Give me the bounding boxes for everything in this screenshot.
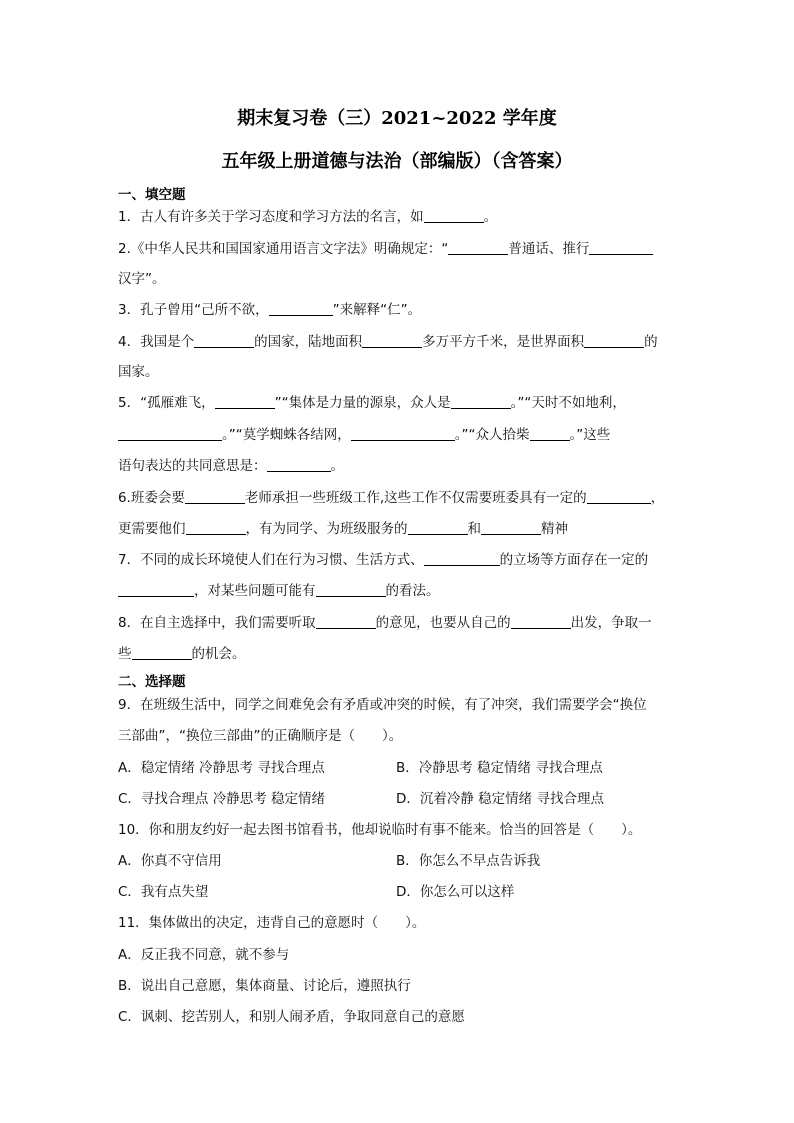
question-10: 10．你和朋友约好一起去图书馆看书，他却说临时有事不能来。恰当的回答是（ ）。 — [118, 822, 642, 838]
answer-blank[interactable] — [118, 426, 222, 441]
answer-blank[interactable] — [589, 240, 653, 255]
q9-option-b[interactable]: B．冷静思考 稳定情绪 寻找合理点 — [396, 760, 603, 776]
question-2-cont: 汉字”。 — [118, 271, 166, 287]
q10-option-d[interactable]: D．你怎么可以这样 — [396, 884, 515, 900]
answer-blank[interactable] — [451, 394, 511, 409]
question-5: 5．“孤雁难飞， ”“集体是力量的源泉，众人是 。”“天时不如地利， — [118, 395, 626, 411]
q11-option-c[interactable]: C．讽刺、挖苦别人，和别人闹矛盾，争取同意自己的意愿 — [118, 1009, 465, 1025]
q10-option-c[interactable]: C．我有点失望 — [118, 884, 209, 900]
exam-title: 期末复习卷（三）2021~2022 学年度 — [237, 108, 557, 129]
answer-blank[interactable] — [424, 551, 500, 566]
answer-blank[interactable] — [269, 301, 333, 316]
question-8-cont: 些 的机会。 — [118, 646, 246, 662]
q9-option-c[interactable]: C．寻找合理点 冷静思考 稳定情绪 — [118, 791, 326, 807]
q11-option-b[interactable]: B．说出自己意愿，集体商量、讨论后，遵照执行 — [118, 978, 411, 994]
q11-option-a[interactable]: A．反正我不同意，就不参与 — [118, 947, 290, 963]
answer-blank[interactable] — [408, 520, 468, 535]
question-2: 2.《中华人民共和国国家通用语言文字法》明确规定：“ 普通话、推行 — [118, 240, 653, 258]
question-8: 8．在自主选择中，我们需要听取 的意见，也要从自己的 出发，争取一 — [118, 615, 652, 631]
answer-blank[interactable] — [424, 208, 484, 223]
answer-blank[interactable] — [587, 489, 651, 504]
answer-blank[interactable] — [351, 426, 455, 441]
question-6: 6.班委会要 老师承担一些班级工作,这些工作不仅需要班委具有一定的 ， — [118, 490, 665, 506]
answer-blank[interactable] — [186, 520, 246, 535]
answer-blank[interactable] — [185, 489, 245, 504]
exam-subtitle: 五年级上册道德与法治（部编版）（含答案） — [221, 151, 573, 172]
section-fill-heading: 一、填空题 — [118, 187, 186, 203]
q10-option-a[interactable]: A．你真不守信用 — [118, 853, 222, 869]
question-4-cont: 国家。 — [118, 364, 159, 380]
answer-blank[interactable] — [267, 457, 331, 472]
question-5-cont: 。”“莫学蜘蛛各结网， 。”“众人拾柴 。”这些 — [118, 426, 610, 444]
question-11: 11．集体做出的决定，违背自己的意愿时（ ）。 — [118, 915, 426, 931]
q9-option-a[interactable]: A．稳定情绪 冷静思考 寻找合理点 — [118, 760, 325, 776]
answer-blank[interactable] — [362, 333, 422, 348]
answer-blank[interactable] — [316, 614, 376, 629]
q9-option-d[interactable]: D．沉着冷静 稳定情绪 寻找合理点 — [396, 791, 604, 807]
section-choice-heading: 二、选择题 — [118, 674, 186, 690]
answer-blank[interactable] — [194, 333, 254, 348]
question-7-cont: ，对某些问题可能有 的看法。 — [118, 582, 440, 600]
question-3: 3．孔子曾用“己所不欲， ”来解释“仁”。 — [118, 302, 422, 318]
question-5-cont-2: 语句表达的共同意思是： 。 — [118, 458, 344, 474]
question-4: 4．我国是个 的国家，陆地面积 多万平方千米，是世界面积 的 — [118, 334, 658, 350]
question-6-cont: 更需要他们 ，有为同学、为班级服务的 和 精神 — [118, 521, 568, 537]
answer-blank[interactable] — [584, 333, 644, 348]
q10-option-b[interactable]: B．你怎么不早点告诉我 — [396, 853, 541, 869]
answer-blank[interactable] — [530, 426, 570, 441]
answer-blank[interactable] — [511, 614, 571, 629]
question-1: 1．古人有许多关于学习态度和学习方法的名言，如 。 — [118, 209, 498, 225]
answer-blank[interactable] — [481, 520, 541, 535]
question-9: 9．在班级生活中，同学之间难免会有矛盾或冲突的时候，有了冲突，我们需要学会“换位 — [118, 697, 647, 713]
answer-blank[interactable] — [118, 582, 194, 597]
answer-blank[interactable] — [215, 394, 275, 409]
answer-blank[interactable] — [316, 582, 386, 597]
answer-blank[interactable] — [448, 240, 508, 255]
question-7: 7．不同的成长环境使人们在行为习惯、生活方式、 的立场等方面存在一定的 — [118, 552, 649, 568]
answer-blank[interactable] — [132, 645, 192, 660]
question-9-cont: 三部曲”，“换位三部曲”的正确顺序是（ ）。 — [118, 728, 403, 744]
